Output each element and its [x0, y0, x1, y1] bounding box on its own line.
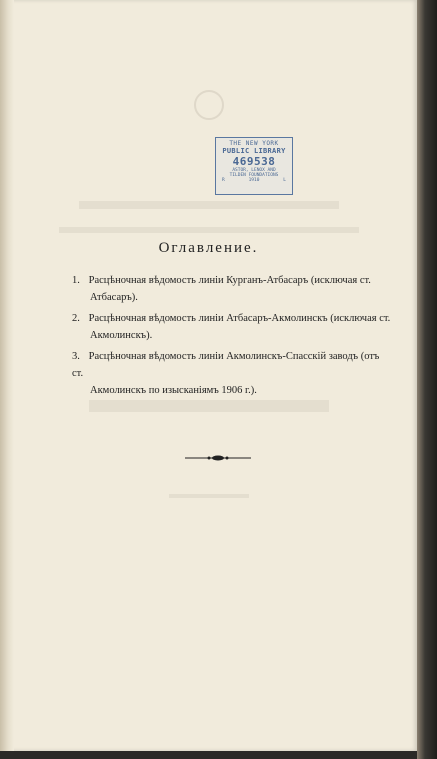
item-number: 1. [72, 275, 80, 286]
stamp-line-2: PUBLIC LIBRARY [222, 147, 286, 155]
contents-list [72, 272, 392, 403]
bleed-through-line-1 [0, 198, 417, 216]
item-text: Расцѣночная вѣдомость линiи Атбасаръ-Акмолинскъ (исключая ст. [88, 313, 391, 324]
ornamental-rule [185, 452, 251, 464]
item-number: 3. [72, 351, 80, 362]
bleed-through-ornament [0, 488, 417, 506]
bleed-through-line-2 [0, 222, 417, 240]
stamp-year: 1910 [248, 178, 260, 183]
item-text: Расцѣночная вѣдомость линiи Курганъ-Атбасаръ (исключая ст. [88, 275, 371, 286]
stamp-number: 469538 [232, 155, 276, 168]
item-number: 2. [72, 313, 80, 324]
stamp-letter-r: R [222, 178, 225, 183]
item-continuation: Акмолинскъ). [90, 330, 153, 341]
contents-item [72, 272, 392, 306]
stamp-line-5: TILDEN FOUNDATIONS [229, 173, 279, 178]
contents-title: Оглавление. [158, 240, 259, 256]
item-continuation: Атбасаръ). [90, 292, 138, 303]
book-edge [417, 0, 437, 759]
stamp-letter-l: L [283, 178, 286, 183]
item-continuation: Акмолинскъ по изысканiямъ 1906 г.). [90, 385, 257, 396]
contents-item [72, 348, 392, 399]
stamp-line-4: ASTOR, LENOX AND [232, 168, 276, 173]
stamp-line-1: THE NEW YORK [229, 140, 279, 147]
item-text: Расцѣночная вѣдомость линiи Акмолинскъ-Спасскiй заводъ (отъ ст. [72, 351, 380, 379]
library-stamp [215, 137, 293, 195]
contents-item [72, 310, 392, 344]
bleed-through-crest [0, 85, 417, 125]
stamp-line-6 [216, 178, 292, 183]
